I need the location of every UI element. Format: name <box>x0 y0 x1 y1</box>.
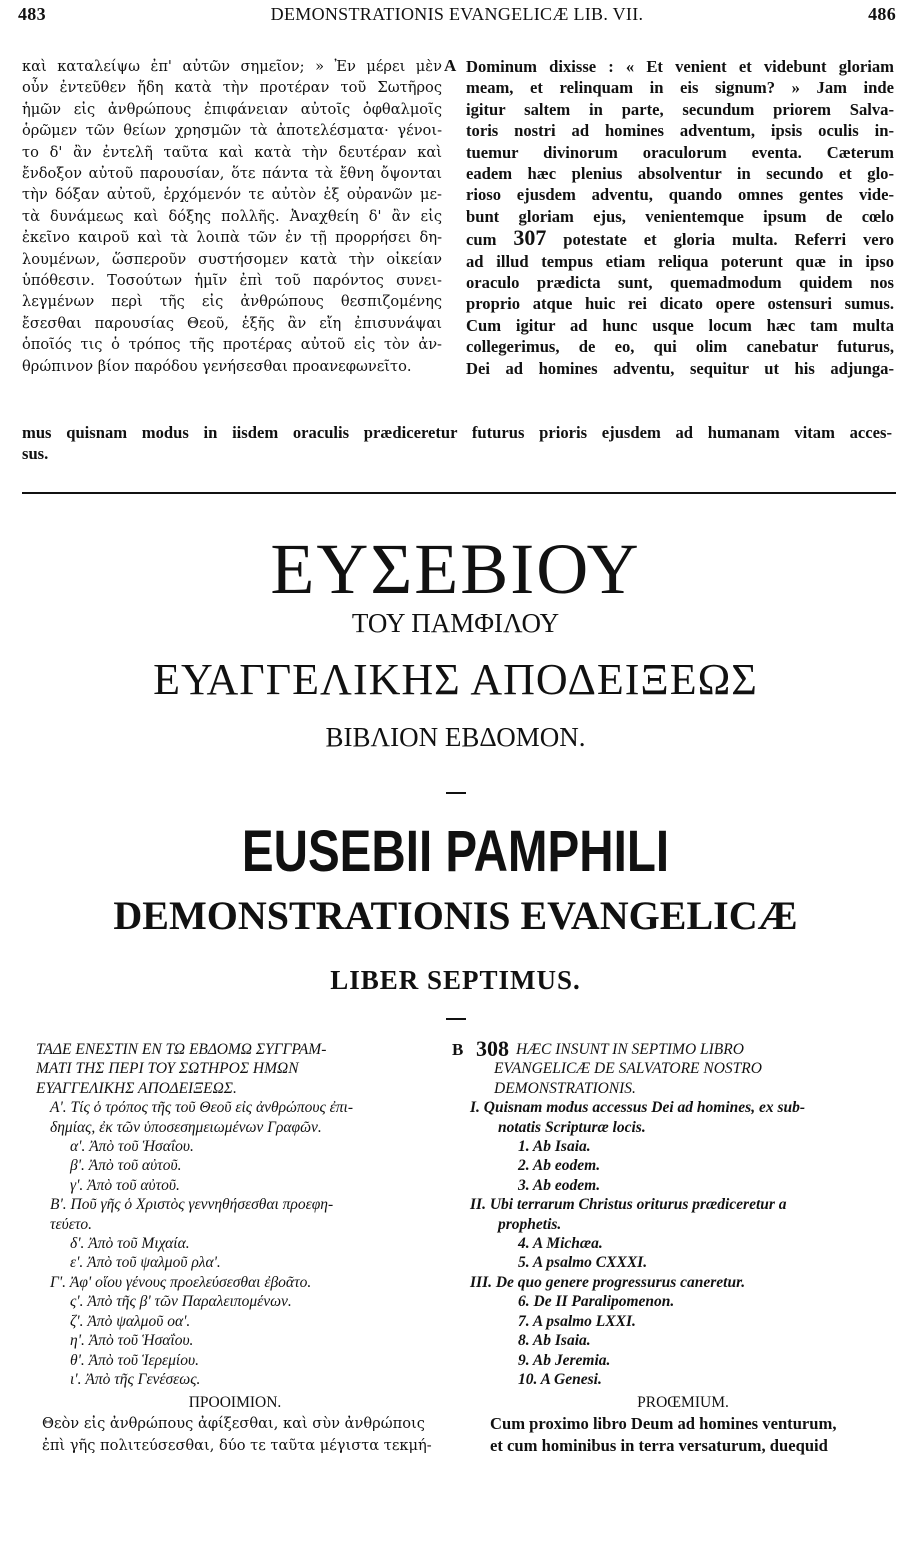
contents-subitem: δ'. Ἀπὸ τοῦ Μιχαία. <box>70 1235 190 1253</box>
contents-subitem: ζ'. Ἀπὸ ψαλμοῦ οα'. <box>70 1312 191 1330</box>
contents-heading-line: HÆC INSUNT IN SEPTIMO LIBRO <box>516 1041 744 1058</box>
page-number-right: 486 <box>868 4 896 24</box>
greek-line: ἔνδοξον αὐτοῦ παρουσίαν, ὅτε πάντα τὰ ἔθνη ὄψονται <box>22 165 442 183</box>
running-title: DEMONSTRATIONIS EVANGELICÆ LIB. VII. <box>270 4 644 24</box>
latin-line: Cum igitur ad hunc usque locum hæc tam multa <box>466 315 894 335</box>
contents-subitem: 4. A Michæa. <box>518 1235 603 1253</box>
latin-line: igitur saltem in parte, secundum priorem Salva- <box>466 99 894 119</box>
contents-subitem: γ'. Ἀπὸ τοῦ αὐτοῦ. <box>70 1176 180 1194</box>
column-number-marker: 307 <box>513 227 547 251</box>
contents-subitem: β'. Ἀπὸ τοῦ αὐτοῦ. <box>70 1157 182 1175</box>
latin-line: eadem hæc plenius absolventur in secundo et glo- <box>466 164 894 184</box>
proem-line: et cum hominibus in terra versaturum, duequid <box>490 1435 828 1455</box>
contents-subitem: 8. Ab Isaia. <box>518 1332 591 1350</box>
margin-marker-a: A <box>444 56 457 75</box>
greek-work-title: ΕΥΑΓΓΕΛΙΚΗΣ ΑΠΟΔΕΙΞΕΩΣ <box>153 655 758 704</box>
latin-line: rioso ejusdem adventu, quando omnes gentes vide- <box>466 185 894 205</box>
contents-subitem: 5. A psalmo CXXXI. <box>518 1254 648 1272</box>
latin-line: sus. <box>22 444 49 464</box>
greek-line: τὰ δυνάμεως καὶ δόξης πολλῆς. Ἀναχθείη δ' ἂν εἰς <box>22 207 442 225</box>
latin-work-title: DEMONSTRATIONIS EVANGELICÆ <box>113 893 798 938</box>
latin-line-with-number <box>466 227 894 250</box>
latin-line: oraculo prædicta sunt, quemadmodum quidem nos <box>466 273 894 293</box>
greek-line: οὖν ἐντεῦθεν ἤδη κατὰ τὴν προτέραν τοῦ Σωτῆρος <box>22 79 442 97</box>
greek-line: λεγμένων περὶ τῆς εἰς ἀνθρώπους θεσπιζομένης <box>22 293 442 311</box>
running-header <box>18 4 896 34</box>
greek-line: ὑπόθεσιν. Τοσούτων ἡμῖν ἐπὶ τοῦ παρόντος συνει- <box>22 272 442 290</box>
latin-line: Dei ad homines adventu, sequitur ut his adjunga- <box>466 358 894 378</box>
greek-line: ἔσεσθαι παρουσίας Θεοῦ, ἑξῆς ἂν εἴη ἐπισυνάψαι <box>22 314 442 332</box>
contents-item: prophetis. <box>498 1215 562 1233</box>
greek-text-column <box>22 56 442 377</box>
contents-subitem: ς'. Ἀπὸ τῆς β' τῶν Παραλειπομένων. <box>70 1293 292 1311</box>
title-separator-dash <box>446 1018 466 1020</box>
latin-continuation <box>22 422 892 465</box>
contents-subitem: ι'. Ἀπὸ τῆς Γενέσεως. <box>70 1370 201 1388</box>
latin-line: Dominum dixisse : « Et venient et videbunt gloriam <box>466 57 894 76</box>
proem-line: Cum proximo libro Deum ad homines venturum, <box>490 1413 837 1433</box>
page-number-left: 483 <box>18 4 46 24</box>
proem-line: Θεὸν εἰς ἀνθρώπους ἀφίξεσθαι, καὶ σὺν ἀνθρώποις <box>42 1414 425 1432</box>
contents-item: Γ'. Ἀφ' οἵου γένους προελεύσεσθαι ἐβοᾶτο. <box>50 1273 312 1291</box>
latin-line: proprio atque huic rei dicato opere ostensuri sumus. <box>466 294 894 314</box>
contents-subitem: 9. Ab Jeremia. <box>518 1351 611 1369</box>
contents-subitem: θ'. Ἀπὸ τοῦ Ἱερεμίου. <box>70 1351 199 1369</box>
greek-line: καὶ καταλείψω ἐπ' αὐτῶν σημεῖον; » Ἐν μέρει μὲν <box>22 58 442 75</box>
column-number-marker: 308 <box>476 1036 509 1061</box>
contents-item: τεύετο. <box>50 1215 93 1233</box>
latin-line: toris nostri ad homines adventum, ipsis oculis in- <box>466 121 894 141</box>
contents-subitem: 2. Ab eodem. <box>518 1157 601 1175</box>
latin-line: tuemur divinorum oraculorum eventa. Cæterum <box>466 142 894 162</box>
latin-line: bunt gloriam ejus, venientemque ipsum de cœlo <box>466 206 894 226</box>
contents-item: Α'. Τίς ὁ τρόπος τῆς τοῦ Θεοῦ εἰς ἀνθρώπους ἐπι- <box>50 1099 353 1117</box>
proem-line: ἐπὶ γῆς πολιτεύσεσθαι, δύο τε ταῦτα μέγιστα τεκμή- <box>42 1436 432 1454</box>
latin-line: mus quisnam modus in iisdem oraculis prædiceretur futurus prioris ejusdem ad humanam vitam acces- <box>22 423 892 442</box>
title-separator-dash <box>446 792 466 794</box>
greek-author-title: ΕΥΣΕΒΙΟΥ <box>270 529 641 609</box>
greek-book-title: ΒΙΒΛΙΟΝ ΕΒΔΟΜΟΝ. <box>325 722 586 752</box>
contents-item: notatis Scripturæ locis. <box>498 1118 646 1136</box>
latin-text-column <box>466 56 894 379</box>
greek-contents-column <box>22 1040 448 1457</box>
proem-heading: ΠΡΟΟΙΜΙΟΝ. <box>188 1394 282 1412</box>
latin-line-rest: potestate et gloria multa. Referri vero <box>563 230 894 250</box>
contents-subitem: 6. De II Paralipomenon. <box>518 1293 675 1311</box>
margin-marker-b: B <box>452 1040 464 1059</box>
contents-heading-line: ΜΑΤΙ ΤΗΣ ΠΕΡΙ ΤΟΥ ΣΩΤΗΡΟΣ ΗΜΩΝ <box>36 1060 299 1078</box>
contents-subitem: 1. Ab Isaia. <box>518 1138 591 1156</box>
greek-line: ἐκεῖνο καιροῦ καὶ τὰ λοιπὰ τῶν ἐν τῇ προρρήσει δη- <box>22 229 442 247</box>
contents-item: I. Quisnam modus accessus Dei ad homines, ex sub- <box>470 1099 806 1117</box>
latin-author-title: EUSEBII PAMPHILI <box>241 819 670 884</box>
latin-line: ad illud tempus etiam reliqua poterunt quæ in ipso <box>466 251 894 271</box>
contents-item: II. Ubi terrarum Christus oriturus prædiceretur a <box>470 1196 787 1214</box>
contents-heading-line: ΤΑΔΕ ΕΝΕΣΤΙΝ ΕΝ ΤΩ ΕΒΔΟΜΩ ΣΥΓΓΡΑΜ- <box>36 1041 327 1058</box>
contents-item: δημίας, ἐκ τῶν ὑποσεσημειωμένων Γραφῶν. <box>50 1118 322 1136</box>
greek-surname-title: ΤΟΥ ΠΑΜΦΙΛΟΥ <box>351 608 560 638</box>
contents-subitem: η'. Ἀπὸ τοῦ Ἡσαΐου. <box>70 1332 194 1350</box>
contents-subitem: ε'. Ἀπὸ τοῦ ψαλμοῦ ρλα'. <box>70 1254 221 1272</box>
section-divider-rule <box>22 492 896 494</box>
latin-line: collegerimus, de eo, qui olim canebatur futurus, <box>466 337 894 357</box>
latin-line-prefix: cum <box>466 230 497 250</box>
latin-contents-column <box>470 1040 896 1457</box>
greek-line: τὴν δόξαν αὐτοῦ, ἐρχόμενόν τε αὐτὸν ἐξ οὐρανῶν με- <box>22 186 442 204</box>
contents-item: Β'. Ποῦ γῆς ὁ Χριστὸς γεννηθήσεσθαι προεφη- <box>50 1196 334 1214</box>
greek-line: ὁρῶμεν τῶν θείων χρησμῶν τὰ ἀποτελέσματα· γένοι- <box>22 122 442 140</box>
greek-line: λουμένων, ὥσπεροῦν συστήσομεν κατὰ τὴν οἰκείαν <box>22 250 442 268</box>
greek-line: το δ' ἂν ἐντελῆ ταῦτα καὶ κατὰ τὴν δευτέραν καὶ <box>22 143 442 161</box>
contents-subitem: 3. Ab eodem. <box>518 1176 601 1194</box>
greek-line: ὁποῖός τις ὁ τρόπος τῆς προτέρας αὐτοῦ εἰς τὸν ἀν- <box>22 336 442 354</box>
latin-book-title: LIBER SEPTIMUS. <box>330 965 581 995</box>
latin-line: meam, et relinquam in eis signum? » Jam inde <box>466 78 894 98</box>
contents-heading-line: ΕΥΑΓΓΕΛΙΚΗΣ ΑΠΟΔΕΙΞΕΩΣ. <box>36 1079 237 1097</box>
contents-subitem: 7. A psalmo LXXI. <box>518 1312 636 1330</box>
contents-heading-line: EVANGELICÆ DE SALVATORE NOSTRO <box>494 1060 762 1078</box>
contents-heading-line: DEMONSTRATIONIS. <box>494 1079 636 1097</box>
contents-subitem: α'. Ἀπὸ τοῦ Ἡσαΐου. <box>70 1138 194 1156</box>
proem-heading: PROŒMIUM. <box>637 1394 729 1412</box>
greek-line: θρώπινον βίον παρόδου γενήσεσθαι προανεφωνεῖτο. <box>22 357 412 375</box>
contents-item: III. De quo genere progressurus caneretur. <box>470 1273 746 1291</box>
contents-subitem: 10. A Genesi. <box>518 1370 602 1388</box>
greek-line: ἡμῶν εἰς ἀνθρώπους ἐπιφάνειαν αὐτοῖς ὀφθαλμοῖς <box>22 100 442 118</box>
